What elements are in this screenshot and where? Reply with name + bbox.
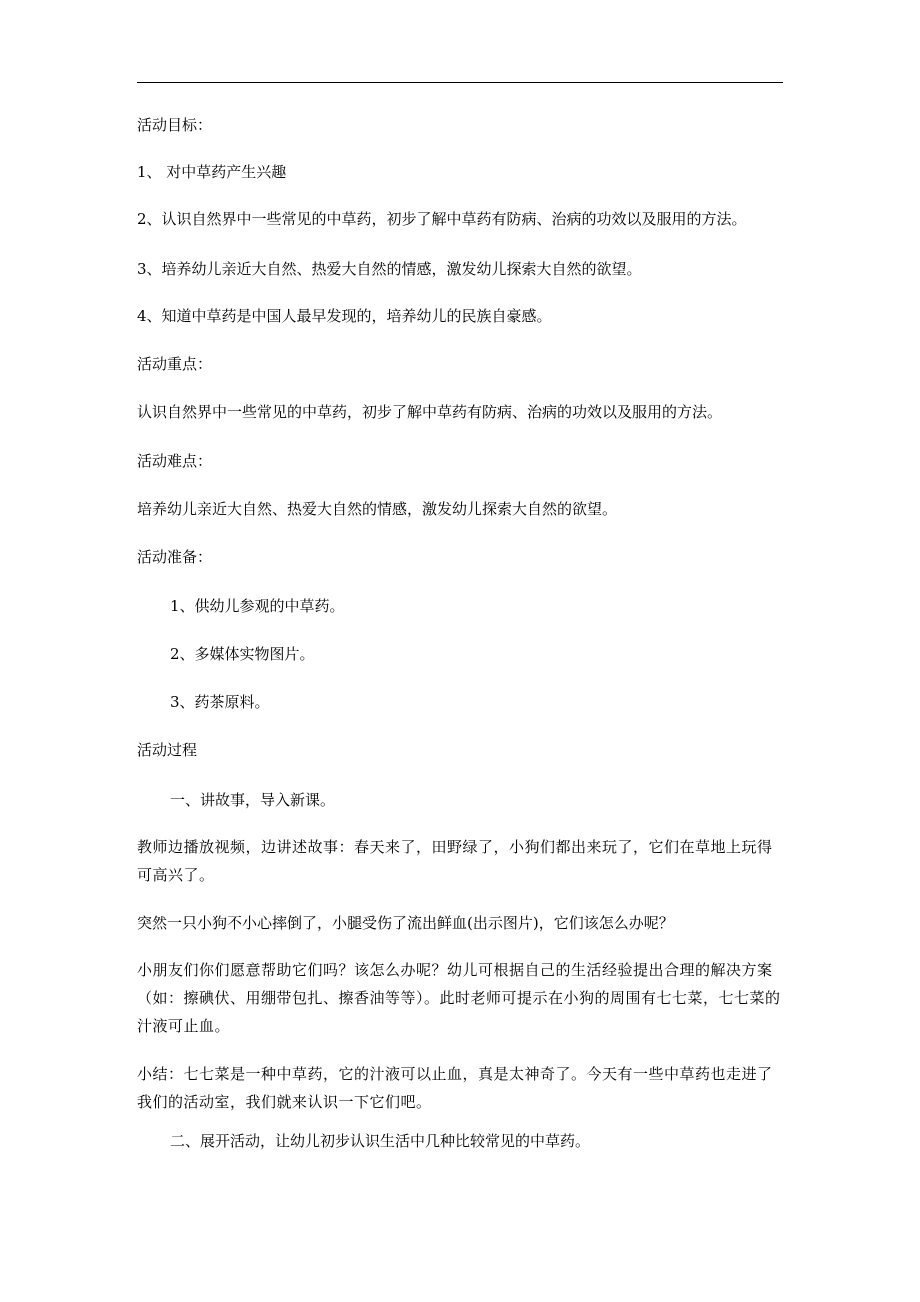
key-heading: 活动重点： [137, 355, 213, 373]
goal-item-3: 3、培养幼儿亲近大自然、热爱大自然的情感，激发幼儿探索大自然的欲望。 [137, 260, 642, 278]
prep-heading: 活动准备： [137, 548, 213, 566]
summary-paragraph: 小结：七七菜是一种中草药，它的汁液可以止血，真是太神奇了。今天有一些中草药也走进了我们的活动室，我们就来认识一下它们吧。 [137, 1065, 773, 1111]
difficulty-text: 培养幼儿亲近大自然、热爱大自然的情感，激发幼儿探索大自然的欲望。 [137, 500, 618, 518]
story-paragraph-3: 小朋友们你们愿意帮助它们吗？该怎么办呢？幼儿可根据自己的生活经验提出合理的解决方案（如：擦碘伏、用绷带包扎、擦香油等等）。此时老师可提示在小狗的周围有七七菜，七七菜的汁液可止血。 [137, 961, 781, 1035]
process-step-2: 二、展开活动，让幼儿初步认识生活中几种比较常见的中草药。 [170, 1132, 591, 1150]
goals-heading: 活动目标： [137, 116, 213, 134]
process-step-1: 一、讲故事，导入新课。 [170, 791, 336, 809]
prep-item-3: 3、药茶原料。 [170, 693, 270, 711]
story-paragraph-1: 教师边播放视频，边讲述故事：春天来了，田野绿了，小狗们都出来玩了，它们在草地上玩得可高兴了。 [137, 838, 773, 884]
goal-item-2: 2、认识自然界中一些常见的中草药，初步了解中草药有防病、治病的功效以及服用的方法。 [137, 210, 747, 228]
goal-item-4: 4、知道中草药是中国人最早发现的，培养幼儿的民族自豪感。 [137, 307, 552, 325]
key-text: 认识自然界中一些常见的中草药，初步了解中草药有防病、治病的功效以及服用的方法。 [137, 403, 723, 421]
header-rule [137, 82, 783, 83]
difficulty-heading: 活动难点： [137, 452, 213, 470]
story-paragraph-2: 突然一只小狗不小心摔倒了，小腿受伤了流出鲜血(出示图片)，它们该怎么办呢？ [137, 914, 674, 932]
goal-item-1: 1、 对中草药产生兴趣 [137, 163, 287, 181]
process-heading: 活动过程 [137, 741, 198, 759]
prep-item-1: 1、供幼儿参观的中草药。 [170, 597, 345, 615]
prep-item-2: 2、多媒体实物图片。 [170, 645, 315, 663]
